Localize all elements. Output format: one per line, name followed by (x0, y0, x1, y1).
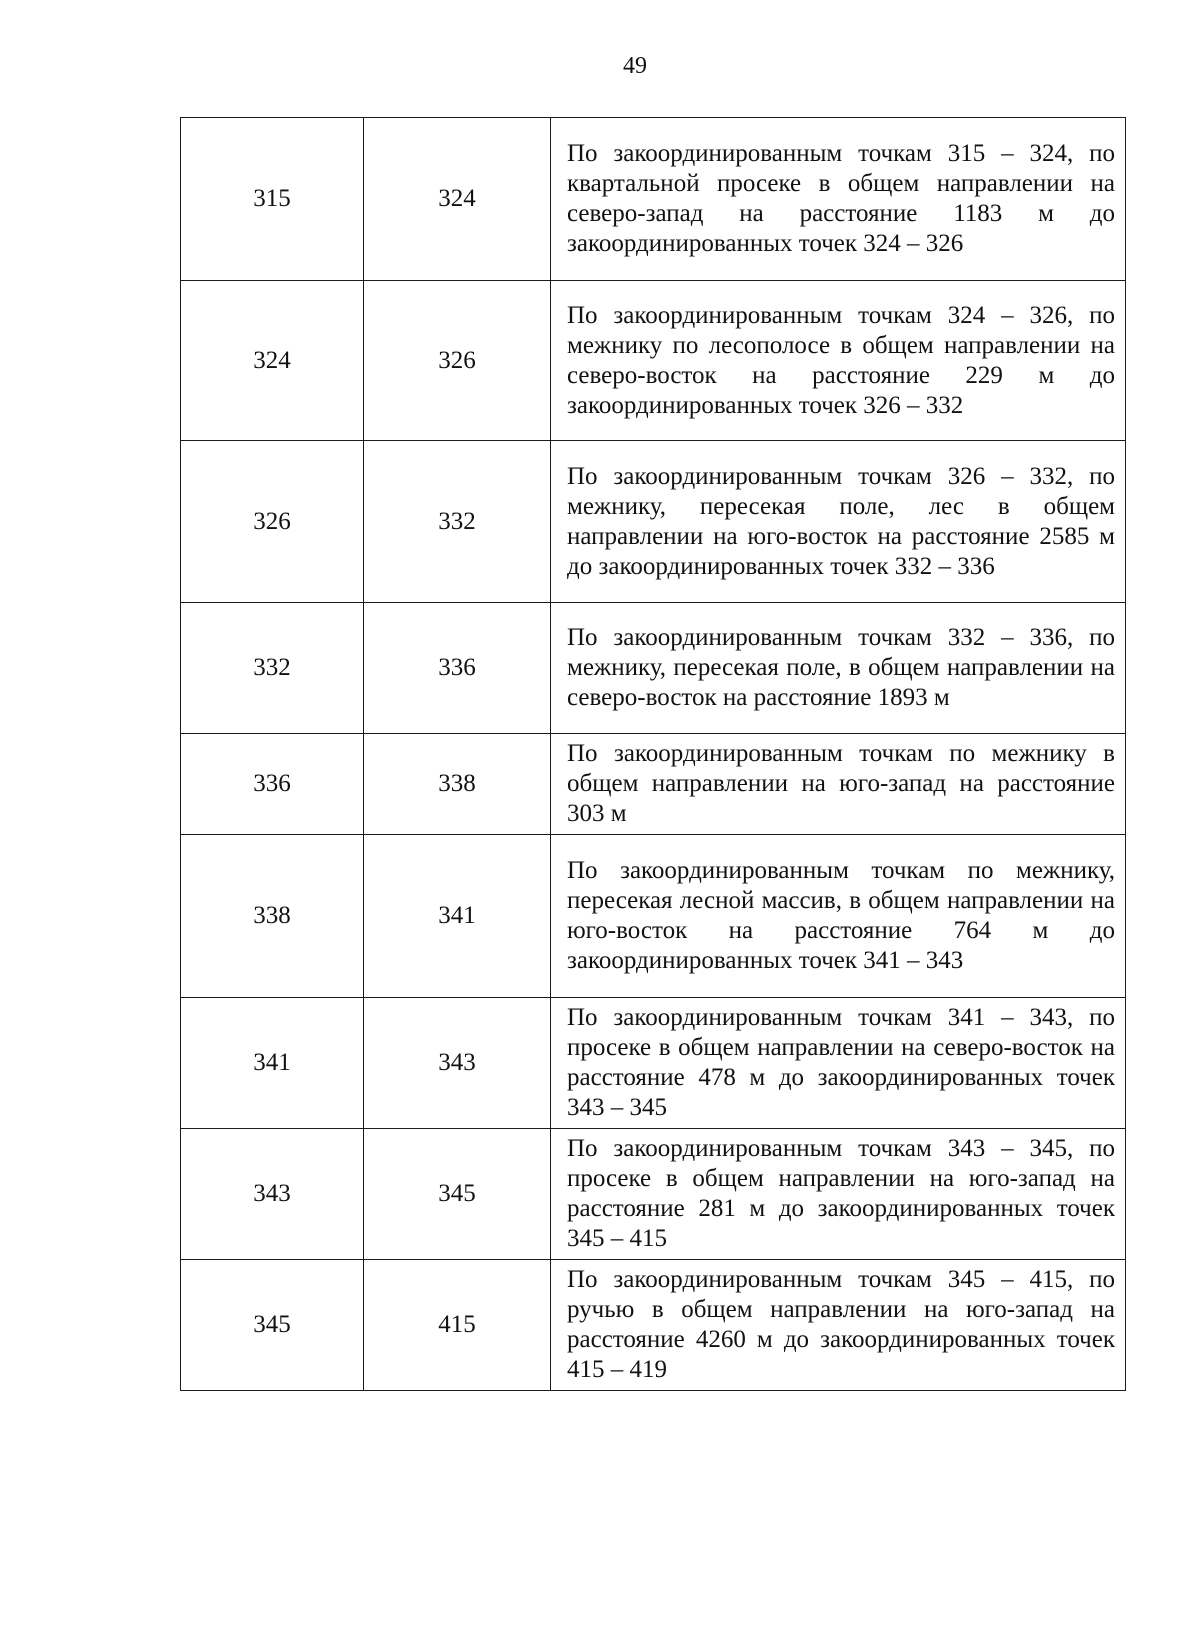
table-row (181, 734, 1126, 835)
table-row (181, 1260, 1126, 1391)
from-point-cell: 338 (181, 835, 364, 998)
description-cell (551, 1129, 1126, 1260)
to-point-cell: 415 (364, 1260, 551, 1391)
to-point-cell: 338 (364, 734, 551, 835)
table-row (181, 1129, 1126, 1260)
from-point-cell: 326 (181, 441, 364, 603)
from-point-cell: 345 (181, 1260, 364, 1391)
description-text: По закоординированным точкам 315 – 324, по квартальной просеке в общем направлении на северо-запад на расстояние 1183 м до закоординированных точек 324 – 326 (567, 140, 1115, 257)
description-text: По закоординированным точкам 341 – 343, по просеке в общем направлении на северо-восток на расстояние 478 м до закоординированных точек 343 – 345 (567, 1004, 1115, 1121)
from-point-cell: 341 (181, 998, 364, 1129)
to-point-cell: 345 (364, 1129, 551, 1260)
table-row (181, 441, 1126, 603)
to-point-cell: 324 (364, 118, 551, 281)
table-row (181, 998, 1126, 1129)
from-point-cell: 315 (181, 118, 364, 281)
from-point-cell: 324 (181, 281, 364, 441)
table-row (181, 118, 1126, 281)
description-cell (551, 1260, 1126, 1391)
table-row (181, 281, 1126, 441)
description-cell (551, 603, 1126, 734)
description-text: По закоординированным точкам 343 – 345, по просеке в общем направлении на юго-запад на расстояние 281 м до закоординированных точек 345 – 415 (567, 1135, 1115, 1252)
description-cell (551, 118, 1126, 281)
page-number: 49 (623, 53, 647, 79)
to-point-cell: 341 (364, 835, 551, 998)
to-point-cell: 336 (364, 603, 551, 734)
to-point-cell: 326 (364, 281, 551, 441)
description-cell (551, 835, 1126, 998)
description-cell (551, 281, 1126, 441)
description-cell (551, 734, 1126, 835)
description-cell (551, 441, 1126, 603)
from-point-cell: 336 (181, 734, 364, 835)
table-row (181, 835, 1126, 998)
description-text: По закоординированным точкам по межнику в общем направлении на юго-запад на расстояние 303 м (567, 740, 1115, 827)
description-cell (551, 998, 1126, 1129)
description-text: По закоординированным точкам 326 – 332, по межнику, пересекая поле, лес в общем направлении на юго-восток на расстояние 2585 м до закоординированных точек 332 – 336 (567, 462, 1115, 580)
to-point-cell: 343 (364, 998, 551, 1129)
from-point-cell: 332 (181, 603, 364, 734)
description-text: По закоординированным точкам по межнику, пересекая лесной массив, в общем направлении на юго-восток на расстояние 764 м до закоординированных точек 341 – 343 (567, 857, 1115, 974)
boundary-table (180, 117, 1126, 1391)
description-text: По закоординированным точкам 345 – 415, по ручью в общем направлении на юго-запад на расстояние 4260 м до закоординированных точек 415 – 419 (567, 1266, 1115, 1383)
from-point-cell: 343 (181, 1129, 364, 1260)
to-point-cell: 332 (364, 441, 551, 603)
description-text: По закоординированным точкам 332 – 336, по межнику, пересекая поле, в общем направлении на северо-восток на расстояние 1893 м (567, 624, 1115, 711)
description-text: По закоординированным точкам 324 – 326, по межнику по лесополосе в общем направлении на северо-восток на расстояние 229 м до закоординированных точек 326 – 332 (567, 301, 1115, 419)
table-row (181, 603, 1126, 734)
